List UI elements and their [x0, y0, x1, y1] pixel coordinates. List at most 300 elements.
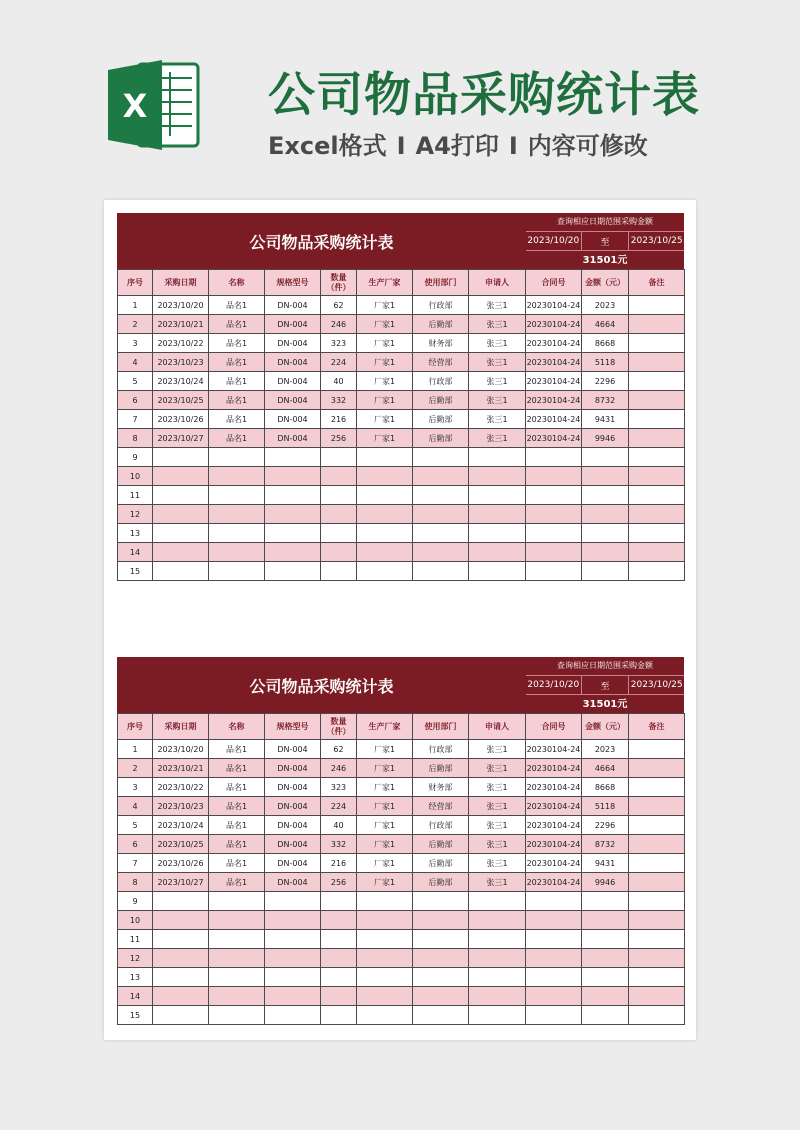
- cell-applicant[interactable]: 张三1: [469, 372, 526, 391]
- cell-model[interactable]: [265, 524, 321, 543]
- cell-dept[interactable]: 后勤部: [413, 429, 469, 448]
- cell-name[interactable]: 品名1: [209, 778, 265, 797]
- cell-amount[interactable]: 5118: [582, 353, 629, 372]
- cell-model[interactable]: DN-004: [265, 854, 321, 873]
- cell-date[interactable]: [153, 543, 209, 562]
- cell-amount[interactable]: [582, 486, 629, 505]
- cell-maker[interactable]: 厂家1: [357, 873, 413, 892]
- cell-amount[interactable]: 2296: [582, 372, 629, 391]
- cell-applicant[interactable]: 张三1: [469, 816, 526, 835]
- cell-applicant[interactable]: 张三1: [469, 740, 526, 759]
- cell-dept[interactable]: [413, 505, 469, 524]
- cell-index[interactable]: 3: [118, 778, 153, 797]
- cell-note[interactable]: [629, 562, 685, 581]
- cell-dept[interactable]: [413, 949, 469, 968]
- cell-note[interactable]: [629, 296, 685, 315]
- cell-applicant[interactable]: [469, 562, 526, 581]
- cell-model[interactable]: DN-004: [265, 334, 321, 353]
- cell-qty[interactable]: 323: [321, 778, 357, 797]
- cell-applicant[interactable]: [469, 524, 526, 543]
- cell-note[interactable]: [629, 410, 685, 429]
- cell-index[interactable]: 7: [118, 410, 153, 429]
- cell-maker[interactable]: 厂家1: [357, 816, 413, 835]
- cell-name[interactable]: [209, 987, 265, 1006]
- cell-applicant[interactable]: [469, 911, 526, 930]
- cell-date[interactable]: [153, 562, 209, 581]
- cell-date[interactable]: 2023/10/21: [153, 315, 209, 334]
- cell-applicant[interactable]: [469, 1006, 526, 1025]
- cell-maker[interactable]: [357, 467, 413, 486]
- cell-dept[interactable]: 后勤部: [413, 315, 469, 334]
- cell-maker[interactable]: 厂家1: [357, 778, 413, 797]
- cell-index[interactable]: 12: [118, 949, 153, 968]
- cell-maker[interactable]: 厂家1: [357, 372, 413, 391]
- cell-name[interactable]: 品名1: [209, 315, 265, 334]
- cell-amount[interactable]: 2023: [582, 740, 629, 759]
- cell-maker[interactable]: [357, 911, 413, 930]
- cell-qty[interactable]: 246: [321, 315, 357, 334]
- cell-date[interactable]: 2023/10/24: [153, 372, 209, 391]
- cell-amount[interactable]: 8668: [582, 334, 629, 353]
- cell-date[interactable]: 2023/10/27: [153, 873, 209, 892]
- cell-dept[interactable]: [413, 968, 469, 987]
- cell-contract[interactable]: 20230104-24: [526, 296, 582, 315]
- cell-model[interactable]: DN-004: [265, 353, 321, 372]
- cell-index[interactable]: 15: [118, 562, 153, 581]
- cell-dept[interactable]: 经营部: [413, 797, 469, 816]
- cell-dept[interactable]: [413, 930, 469, 949]
- cell-date[interactable]: 2023/10/22: [153, 334, 209, 353]
- cell-contract[interactable]: 20230104-24: [526, 759, 582, 778]
- cell-date[interactable]: 2023/10/23: [153, 797, 209, 816]
- cell-applicant[interactable]: 张三1: [469, 296, 526, 315]
- cell-dept[interactable]: 后勤部: [413, 759, 469, 778]
- cell-index[interactable]: 1: [118, 740, 153, 759]
- cell-date[interactable]: [153, 987, 209, 1006]
- cell-model[interactable]: [265, 448, 321, 467]
- cell-date[interactable]: [153, 949, 209, 968]
- cell-date[interactable]: [153, 486, 209, 505]
- cell-note[interactable]: [629, 759, 685, 778]
- cell-contract[interactable]: 20230104-24: [526, 740, 582, 759]
- cell-date[interactable]: [153, 467, 209, 486]
- cell-model[interactable]: DN-004: [265, 429, 321, 448]
- cell-qty[interactable]: [321, 448, 357, 467]
- cell-note[interactable]: [629, 1006, 685, 1025]
- cell-contract[interactable]: 20230104-24: [526, 429, 582, 448]
- cell-maker[interactable]: 厂家1: [357, 334, 413, 353]
- cell-contract[interactable]: 20230104-24: [526, 873, 582, 892]
- cell-maker[interactable]: 厂家1: [357, 854, 413, 873]
- cell-note[interactable]: [629, 467, 685, 486]
- cell-index[interactable]: 8: [118, 429, 153, 448]
- cell-note[interactable]: [629, 873, 685, 892]
- cell-dept[interactable]: 后勤部: [413, 873, 469, 892]
- cell-index[interactable]: 2: [118, 759, 153, 778]
- cell-note[interactable]: [629, 968, 685, 987]
- cell-model[interactable]: [265, 1006, 321, 1025]
- cell-qty[interactable]: [321, 930, 357, 949]
- cell-date[interactable]: [153, 892, 209, 911]
- cell-qty[interactable]: [321, 543, 357, 562]
- cell-amount[interactable]: 9431: [582, 410, 629, 429]
- cell-model[interactable]: DN-004: [265, 835, 321, 854]
- cell-contract[interactable]: 20230104-24: [526, 778, 582, 797]
- cell-index[interactable]: 6: [118, 835, 153, 854]
- cell-name[interactable]: 品名1: [209, 410, 265, 429]
- cell-note[interactable]: [629, 949, 685, 968]
- cell-amount[interactable]: 5118: [582, 797, 629, 816]
- cell-contract[interactable]: [526, 467, 582, 486]
- cell-maker[interactable]: 厂家1: [357, 797, 413, 816]
- cell-name[interactable]: 品名1: [209, 797, 265, 816]
- cell-date[interactable]: 2023/10/23: [153, 353, 209, 372]
- cell-applicant[interactable]: 张三1: [469, 778, 526, 797]
- cell-name[interactable]: [209, 448, 265, 467]
- cell-note[interactable]: [629, 740, 685, 759]
- cell-name[interactable]: 品名1: [209, 816, 265, 835]
- cell-dept[interactable]: [413, 892, 469, 911]
- cell-note[interactable]: [629, 892, 685, 911]
- cell-index[interactable]: 14: [118, 543, 153, 562]
- cell-index[interactable]: 13: [118, 524, 153, 543]
- cell-dept[interactable]: 后勤部: [413, 835, 469, 854]
- cell-dept[interactable]: 财务部: [413, 778, 469, 797]
- cell-name[interactable]: 品名1: [209, 740, 265, 759]
- cell-index[interactable]: 11: [118, 930, 153, 949]
- cell-model[interactable]: [265, 486, 321, 505]
- cell-model[interactable]: [265, 892, 321, 911]
- cell-name[interactable]: 品名1: [209, 296, 265, 315]
- cell-qty[interactable]: 216: [321, 854, 357, 873]
- cell-contract[interactable]: [526, 930, 582, 949]
- cell-maker[interactable]: 厂家1: [357, 410, 413, 429]
- cell-note[interactable]: [629, 835, 685, 854]
- cell-maker[interactable]: 厂家1: [357, 353, 413, 372]
- cell-qty[interactable]: 332: [321, 835, 357, 854]
- cell-applicant[interactable]: [469, 448, 526, 467]
- cell-dept[interactable]: [413, 562, 469, 581]
- cell-model[interactable]: DN-004: [265, 410, 321, 429]
- cell-name[interactable]: 品名1: [209, 873, 265, 892]
- cell-dept[interactable]: 后勤部: [413, 391, 469, 410]
- cell-amount[interactable]: 4664: [582, 315, 629, 334]
- cell-dept[interactable]: [413, 486, 469, 505]
- cell-dept[interactable]: [413, 448, 469, 467]
- cell-note[interactable]: [629, 816, 685, 835]
- cell-name[interactable]: 品名1: [209, 391, 265, 410]
- cell-dept[interactable]: [413, 987, 469, 1006]
- cell-qty[interactable]: 246: [321, 759, 357, 778]
- cell-model[interactable]: [265, 949, 321, 968]
- cell-amount[interactable]: 9946: [582, 873, 629, 892]
- cell-note[interactable]: [629, 797, 685, 816]
- cell-amount[interactable]: 8732: [582, 835, 629, 854]
- cell-applicant[interactable]: 张三1: [469, 429, 526, 448]
- cell-contract[interactable]: [526, 892, 582, 911]
- query-start-date[interactable]: 2023/10/20: [526, 232, 582, 250]
- cell-applicant[interactable]: [469, 505, 526, 524]
- cell-note[interactable]: [629, 543, 685, 562]
- cell-applicant[interactable]: 张三1: [469, 759, 526, 778]
- cell-date[interactable]: [153, 505, 209, 524]
- cell-model[interactable]: DN-004: [265, 372, 321, 391]
- cell-qty[interactable]: [321, 524, 357, 543]
- cell-dept[interactable]: 经营部: [413, 353, 469, 372]
- cell-date[interactable]: [153, 1006, 209, 1025]
- cell-contract[interactable]: 20230104-24: [526, 372, 582, 391]
- cell-date[interactable]: 2023/10/25: [153, 835, 209, 854]
- cell-name[interactable]: 品名1: [209, 334, 265, 353]
- cell-contract[interactable]: [526, 562, 582, 581]
- cell-qty[interactable]: 256: [321, 873, 357, 892]
- cell-qty[interactable]: 323: [321, 334, 357, 353]
- cell-date[interactable]: 2023/10/20: [153, 740, 209, 759]
- cell-contract[interactable]: 20230104-24: [526, 854, 582, 873]
- cell-note[interactable]: [629, 448, 685, 467]
- cell-contract[interactable]: [526, 1006, 582, 1025]
- cell-name[interactable]: [209, 505, 265, 524]
- cell-maker[interactable]: 厂家1: [357, 296, 413, 315]
- cell-note[interactable]: [629, 524, 685, 543]
- cell-index[interactable]: 5: [118, 816, 153, 835]
- cell-applicant[interactable]: 张三1: [469, 854, 526, 873]
- cell-amount[interactable]: [582, 1006, 629, 1025]
- cell-model[interactable]: [265, 930, 321, 949]
- cell-maker[interactable]: 厂家1: [357, 740, 413, 759]
- cell-name[interactable]: 品名1: [209, 835, 265, 854]
- cell-note[interactable]: [629, 334, 685, 353]
- cell-index[interactable]: 3: [118, 334, 153, 353]
- cell-qty[interactable]: 40: [321, 372, 357, 391]
- cell-contract[interactable]: [526, 949, 582, 968]
- cell-maker[interactable]: [357, 892, 413, 911]
- cell-model[interactable]: DN-004: [265, 391, 321, 410]
- cell-amount[interactable]: [582, 987, 629, 1006]
- cell-amount[interactable]: [582, 562, 629, 581]
- cell-qty[interactable]: 256: [321, 429, 357, 448]
- cell-note[interactable]: [629, 778, 685, 797]
- cell-qty[interactable]: [321, 911, 357, 930]
- cell-note[interactable]: [629, 486, 685, 505]
- cell-note[interactable]: [629, 391, 685, 410]
- cell-model[interactable]: [265, 543, 321, 562]
- cell-contract[interactable]: 20230104-24: [526, 315, 582, 334]
- cell-date[interactable]: [153, 448, 209, 467]
- cell-applicant[interactable]: [469, 987, 526, 1006]
- cell-index[interactable]: 12: [118, 505, 153, 524]
- cell-maker[interactable]: 厂家1: [357, 315, 413, 334]
- cell-maker[interactable]: 厂家1: [357, 759, 413, 778]
- cell-model[interactable]: DN-004: [265, 816, 321, 835]
- cell-dept[interactable]: 后勤部: [413, 854, 469, 873]
- cell-index[interactable]: 2: [118, 315, 153, 334]
- cell-dept[interactable]: 行政部: [413, 740, 469, 759]
- cell-note[interactable]: [629, 505, 685, 524]
- cell-model[interactable]: [265, 911, 321, 930]
- cell-qty[interactable]: 332: [321, 391, 357, 410]
- cell-model[interactable]: DN-004: [265, 873, 321, 892]
- cell-qty[interactable]: 224: [321, 797, 357, 816]
- cell-applicant[interactable]: [469, 467, 526, 486]
- cell-qty[interactable]: [321, 968, 357, 987]
- cell-name[interactable]: [209, 892, 265, 911]
- cell-index[interactable]: 1: [118, 296, 153, 315]
- cell-qty[interactable]: [321, 562, 357, 581]
- cell-maker[interactable]: 厂家1: [357, 429, 413, 448]
- cell-applicant[interactable]: [469, 968, 526, 987]
- cell-amount[interactable]: 8668: [582, 778, 629, 797]
- cell-amount[interactable]: [582, 505, 629, 524]
- cell-qty[interactable]: [321, 486, 357, 505]
- cell-amount[interactable]: [582, 543, 629, 562]
- cell-name[interactable]: [209, 949, 265, 968]
- cell-date[interactable]: 2023/10/24: [153, 816, 209, 835]
- cell-dept[interactable]: [413, 467, 469, 486]
- cell-maker[interactable]: [357, 448, 413, 467]
- cell-contract[interactable]: [526, 543, 582, 562]
- cell-model[interactable]: [265, 968, 321, 987]
- cell-date[interactable]: [153, 968, 209, 987]
- cell-note[interactable]: [629, 854, 685, 873]
- cell-contract[interactable]: 20230104-24: [526, 353, 582, 372]
- cell-date[interactable]: 2023/10/26: [153, 854, 209, 873]
- cell-dept[interactable]: 行政部: [413, 296, 469, 315]
- cell-name[interactable]: 品名1: [209, 353, 265, 372]
- cell-contract[interactable]: 20230104-24: [526, 410, 582, 429]
- cell-contract[interactable]: 20230104-24: [526, 835, 582, 854]
- cell-model[interactable]: DN-004: [265, 296, 321, 315]
- cell-applicant[interactable]: 张三1: [469, 873, 526, 892]
- cell-amount[interactable]: [582, 949, 629, 968]
- cell-maker[interactable]: [357, 1006, 413, 1025]
- cell-note[interactable]: [629, 987, 685, 1006]
- cell-index[interactable]: 4: [118, 797, 153, 816]
- cell-note[interactable]: [629, 353, 685, 372]
- cell-qty[interactable]: 40: [321, 816, 357, 835]
- cell-dept[interactable]: [413, 911, 469, 930]
- cell-maker[interactable]: [357, 930, 413, 949]
- cell-qty[interactable]: [321, 892, 357, 911]
- cell-name[interactable]: [209, 1006, 265, 1025]
- cell-amount[interactable]: 9431: [582, 854, 629, 873]
- cell-applicant[interactable]: [469, 892, 526, 911]
- cell-dept[interactable]: 后勤部: [413, 410, 469, 429]
- cell-name[interactable]: 品名1: [209, 429, 265, 448]
- cell-model[interactable]: [265, 987, 321, 1006]
- cell-qty[interactable]: [321, 505, 357, 524]
- cell-date[interactable]: 2023/10/21: [153, 759, 209, 778]
- cell-date[interactable]: [153, 524, 209, 543]
- cell-contract[interactable]: 20230104-24: [526, 797, 582, 816]
- cell-qty[interactable]: 62: [321, 740, 357, 759]
- cell-name[interactable]: [209, 524, 265, 543]
- cell-index[interactable]: 15: [118, 1006, 153, 1025]
- cell-applicant[interactable]: 张三1: [469, 410, 526, 429]
- cell-contract[interactable]: [526, 505, 582, 524]
- cell-index[interactable]: 10: [118, 467, 153, 486]
- cell-name[interactable]: [209, 968, 265, 987]
- cell-applicant[interactable]: 张三1: [469, 835, 526, 854]
- cell-note[interactable]: [629, 930, 685, 949]
- cell-name[interactable]: [209, 486, 265, 505]
- cell-index[interactable]: 7: [118, 854, 153, 873]
- cell-index[interactable]: 10: [118, 911, 153, 930]
- cell-maker[interactable]: [357, 987, 413, 1006]
- cell-applicant[interactable]: 张三1: [469, 334, 526, 353]
- cell-contract[interactable]: [526, 448, 582, 467]
- cell-maker[interactable]: [357, 524, 413, 543]
- cell-name[interactable]: [209, 930, 265, 949]
- cell-note[interactable]: [629, 372, 685, 391]
- cell-date[interactable]: 2023/10/22: [153, 778, 209, 797]
- cell-model[interactable]: [265, 562, 321, 581]
- cell-name[interactable]: [209, 562, 265, 581]
- cell-contract[interactable]: [526, 911, 582, 930]
- cell-dept[interactable]: 行政部: [413, 816, 469, 835]
- cell-qty[interactable]: [321, 949, 357, 968]
- query-end-date[interactable]: 2023/10/25: [630, 680, 683, 690]
- cell-note[interactable]: [629, 911, 685, 930]
- cell-contract[interactable]: [526, 486, 582, 505]
- cell-maker[interactable]: [357, 543, 413, 562]
- cell-date[interactable]: [153, 930, 209, 949]
- cell-applicant[interactable]: 张三1: [469, 353, 526, 372]
- query-end-date[interactable]: 2023/10/25: [630, 236, 683, 246]
- cell-maker[interactable]: [357, 968, 413, 987]
- cell-qty[interactable]: 216: [321, 410, 357, 429]
- cell-index[interactable]: 13: [118, 968, 153, 987]
- cell-maker[interactable]: [357, 486, 413, 505]
- cell-name[interactable]: [209, 467, 265, 486]
- cell-amount[interactable]: [582, 524, 629, 543]
- cell-applicant[interactable]: 张三1: [469, 797, 526, 816]
- cell-applicant[interactable]: 张三1: [469, 315, 526, 334]
- cell-date[interactable]: 2023/10/26: [153, 410, 209, 429]
- cell-model[interactable]: DN-004: [265, 315, 321, 334]
- cell-qty[interactable]: [321, 467, 357, 486]
- cell-maker[interactable]: [357, 505, 413, 524]
- cell-note[interactable]: [629, 429, 685, 448]
- cell-contract[interactable]: [526, 968, 582, 987]
- cell-qty[interactable]: [321, 987, 357, 1006]
- cell-model[interactable]: DN-004: [265, 759, 321, 778]
- cell-applicant[interactable]: [469, 543, 526, 562]
- cell-applicant[interactable]: [469, 930, 526, 949]
- cell-name[interactable]: 品名1: [209, 372, 265, 391]
- cell-amount[interactable]: [582, 448, 629, 467]
- cell-amount[interactable]: 2296: [582, 816, 629, 835]
- cell-amount[interactable]: 9946: [582, 429, 629, 448]
- cell-amount[interactable]: 4664: [582, 759, 629, 778]
- cell-qty[interactable]: 224: [321, 353, 357, 372]
- cell-name[interactable]: [209, 911, 265, 930]
- cell-index[interactable]: 14: [118, 987, 153, 1006]
- cell-index[interactable]: 6: [118, 391, 153, 410]
- cell-name[interactable]: 品名1: [209, 854, 265, 873]
- cell-contract[interactable]: [526, 987, 582, 1006]
- cell-amount[interactable]: [582, 968, 629, 987]
- cell-model[interactable]: [265, 467, 321, 486]
- cell-index[interactable]: 11: [118, 486, 153, 505]
- cell-index[interactable]: 4: [118, 353, 153, 372]
- cell-name[interactable]: 品名1: [209, 759, 265, 778]
- cell-dept[interactable]: [413, 543, 469, 562]
- cell-date[interactable]: [153, 911, 209, 930]
- query-start-date[interactable]: 2023/10/20: [526, 676, 582, 694]
- cell-model[interactable]: DN-004: [265, 740, 321, 759]
- cell-contract[interactable]: [526, 524, 582, 543]
